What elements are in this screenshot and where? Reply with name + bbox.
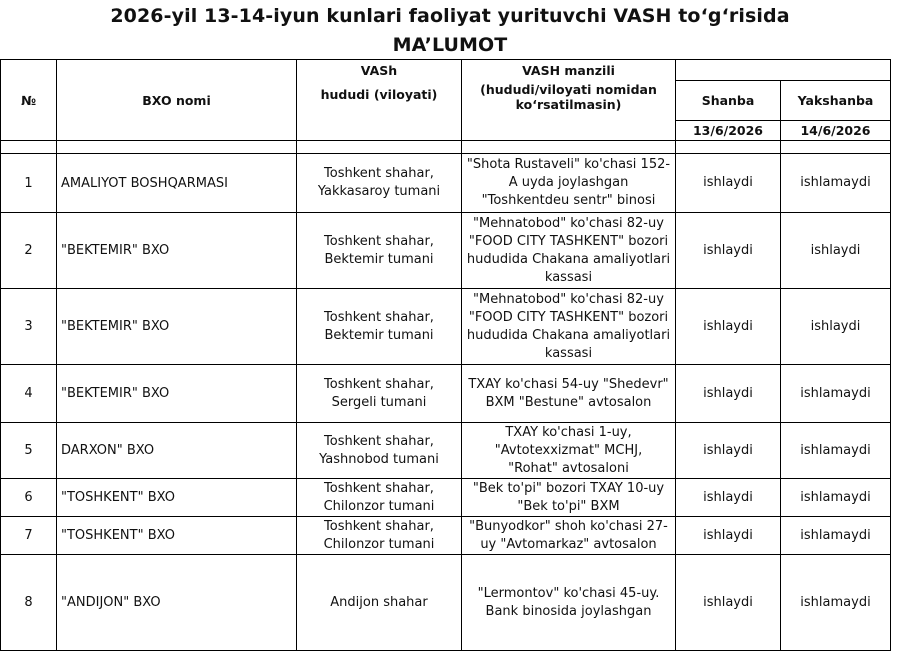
vash-region-line: Toshkent shahar, [324, 166, 434, 181]
vash-region-line: Yakkasaroy tumani [317, 184, 441, 199]
vash-region [297, 365, 462, 423]
vash-address-line: uy "Avtomarkaz" avtosalon [480, 536, 657, 552]
vash-region [297, 289, 462, 365]
vash-address [462, 365, 676, 423]
header-address-line3: ko‘rsatilmasin) [515, 97, 622, 112]
sunday-status: ishlamaydi [781, 154, 891, 213]
row-number: 3 [1, 289, 57, 365]
vash-address-line: "Bunyodkor" shoh ko'chasi 27- [469, 518, 668, 534]
row-number: 4 [1, 365, 57, 423]
vash-region-line: Toshkent shahar, [324, 376, 434, 392]
table-row [1, 555, 891, 651]
vash-address-line: Bank binosida joylashgan [485, 603, 652, 619]
vash-region-line: Chilonzor tumani [323, 498, 435, 514]
vash-region-line: Toshkent shahar, [324, 518, 434, 534]
row-number: 8 [1, 555, 57, 651]
spacer-row [1, 141, 891, 154]
header-region-line2: hududi (viloyati) [320, 87, 438, 102]
table-row [1, 365, 891, 423]
vash-region [297, 555, 462, 651]
vash-address-line: "Bek to'pi" bozori TXAY 10-uy [472, 480, 665, 496]
document-subtitle: MA’LUMOT [392, 34, 508, 56]
row-number: 5 [1, 423, 57, 479]
vash-address [462, 517, 676, 555]
header-address-line2: (hududi/viloyati nomidan [480, 82, 657, 97]
vash-address-line: "Shota Rustaveli" ko'chasi 152- [466, 157, 671, 172]
vash-region-line: Toshkent shahar, [324, 309, 434, 325]
row-number: 7 [1, 517, 57, 555]
bxo-name: DARXON" BXO [57, 423, 297, 479]
header-region [297, 60, 462, 141]
header-sunday: Yakshanba [781, 81, 891, 121]
bxo-name: "BEKTEMIR" BXO [57, 289, 297, 365]
sunday-status: ishlaydi [781, 289, 891, 365]
sunday-status: ishlamaydi [781, 479, 891, 517]
bxo-name: "TOSHKENT" BXO [57, 517, 297, 555]
sunday-status: ishlamaydi [781, 423, 891, 479]
vash-address-line: "Mehnatobod" ko'chasi 82-uy [473, 215, 664, 231]
vash-address-line: TXAY ko'chasi 1-uy, [505, 424, 632, 440]
saturday-status: ishlaydi [676, 423, 781, 479]
vash-address [462, 479, 676, 517]
saturday-status: ishlaydi [676, 289, 781, 365]
saturday-status: ishlaydi [676, 213, 781, 289]
vash-address-line: TXAY ko'chasi 54-uy "Shedevr" [468, 376, 669, 392]
bxo-name: "BEKTEMIR" BXO [57, 213, 297, 289]
vash-region-line: Andijon shahar [330, 594, 428, 610]
bxo-name: AMALIYOT BOSHQARMASI [57, 154, 297, 213]
saturday-status: ishlaydi [676, 365, 781, 423]
vash-region [297, 213, 462, 289]
header-region-line1: VASh [360, 63, 398, 78]
vash-address-line: "Lermontov" ko'chasi 45-uy. [477, 585, 660, 601]
header-saturday: Shanba [676, 81, 781, 121]
header-address-line1: VASH manzili [522, 63, 615, 78]
sunday-status: ishlamaydi [781, 517, 891, 555]
vash-region [297, 517, 462, 555]
table-row [1, 479, 891, 517]
bxo-name: "ANDIJON" BXO [57, 555, 297, 651]
vash-address [462, 289, 676, 365]
row-number: 1 [1, 154, 57, 213]
vash-address [462, 154, 676, 213]
vash-region-line: Toshkent shahar, [324, 233, 434, 249]
header-bxo-name: BXO nomi [57, 60, 297, 141]
bxo-name: "BEKTEMIR" BXO [57, 365, 297, 423]
header-saturday-date: 13/6/2026 [676, 121, 781, 141]
vash-address-line: "FOOD CITY TASHKENT" bozori [468, 233, 669, 249]
vash-address-line: "FOOD CITY TASHKENT" bozori [468, 309, 669, 325]
vash-address-line: hududida Chakana amaliyotlari [466, 327, 671, 343]
table-row [1, 154, 891, 213]
saturday-status: ishlaydi [676, 154, 781, 213]
vash-address-line: kassasi [544, 269, 593, 285]
header-address [462, 60, 676, 141]
header-days-blank [676, 60, 891, 81]
vash-address-line: BXM "Bestune" avtosalon [485, 394, 652, 410]
sunday-status: ishlamaydi [781, 555, 891, 651]
vash-address-line: "Rohat" avtosaloni [508, 460, 629, 476]
table-body [1, 141, 891, 651]
saturday-status: ishlaydi [676, 479, 781, 517]
vash-address-line: "Bek to'pi" BXM [517, 498, 620, 514]
table-row [1, 289, 891, 365]
vash-address-line: A uyda joylashgan [508, 175, 629, 190]
row-number: 6 [1, 479, 57, 517]
vash-region [297, 423, 462, 479]
vash-region [297, 479, 462, 517]
vash-address [462, 555, 676, 651]
vash-region-line: Yashnobod tumani [319, 451, 439, 467]
vash-region-line: Sergeli tumani [331, 394, 427, 410]
vash-address-line: "Mehnatobod" ko'chasi 82-uy [473, 291, 664, 307]
header-sunday-date: 14/6/2026 [781, 121, 891, 141]
vash-region [297, 154, 462, 213]
table-row [1, 517, 891, 555]
vash-region-line: Toshkent shahar, [324, 433, 434, 449]
vash-region-line: Toshkent shahar, [324, 480, 434, 496]
vash-address [462, 423, 676, 479]
vash-region-line: Chilonzor tumani [323, 536, 435, 552]
table-row [1, 423, 891, 479]
vash-region-line: Bektemir tumani [324, 251, 434, 267]
vash-address-line: kassasi [544, 345, 593, 361]
bxo-name: "TOSHKENT" BXO [57, 479, 297, 517]
saturday-status: ishlaydi [676, 555, 781, 651]
vash-address-line: "Toshkentdeu sentr" binosi [481, 193, 656, 208]
header-number: № [1, 60, 57, 141]
vash-address [462, 213, 676, 289]
table-row [1, 213, 891, 289]
table-header [1, 60, 891, 141]
saturday-status: ishlaydi [676, 517, 781, 555]
vash-schedule-table [0, 59, 891, 651]
sunday-status: ishlaydi [781, 213, 891, 289]
sunday-status: ishlamaydi [781, 365, 891, 423]
vash-address-line: "Avtotexxizmat" MCHJ, [494, 442, 643, 458]
row-number: 2 [1, 213, 57, 289]
document-title: 2026-yil 13-14-iyun kunlari faoliyat yurituvchi VASH to‘g‘risida [110, 5, 790, 27]
vash-address-line: hududida Chakana amaliyotlari [466, 251, 671, 267]
vash-region-line: Bektemir tumani [324, 327, 434, 343]
